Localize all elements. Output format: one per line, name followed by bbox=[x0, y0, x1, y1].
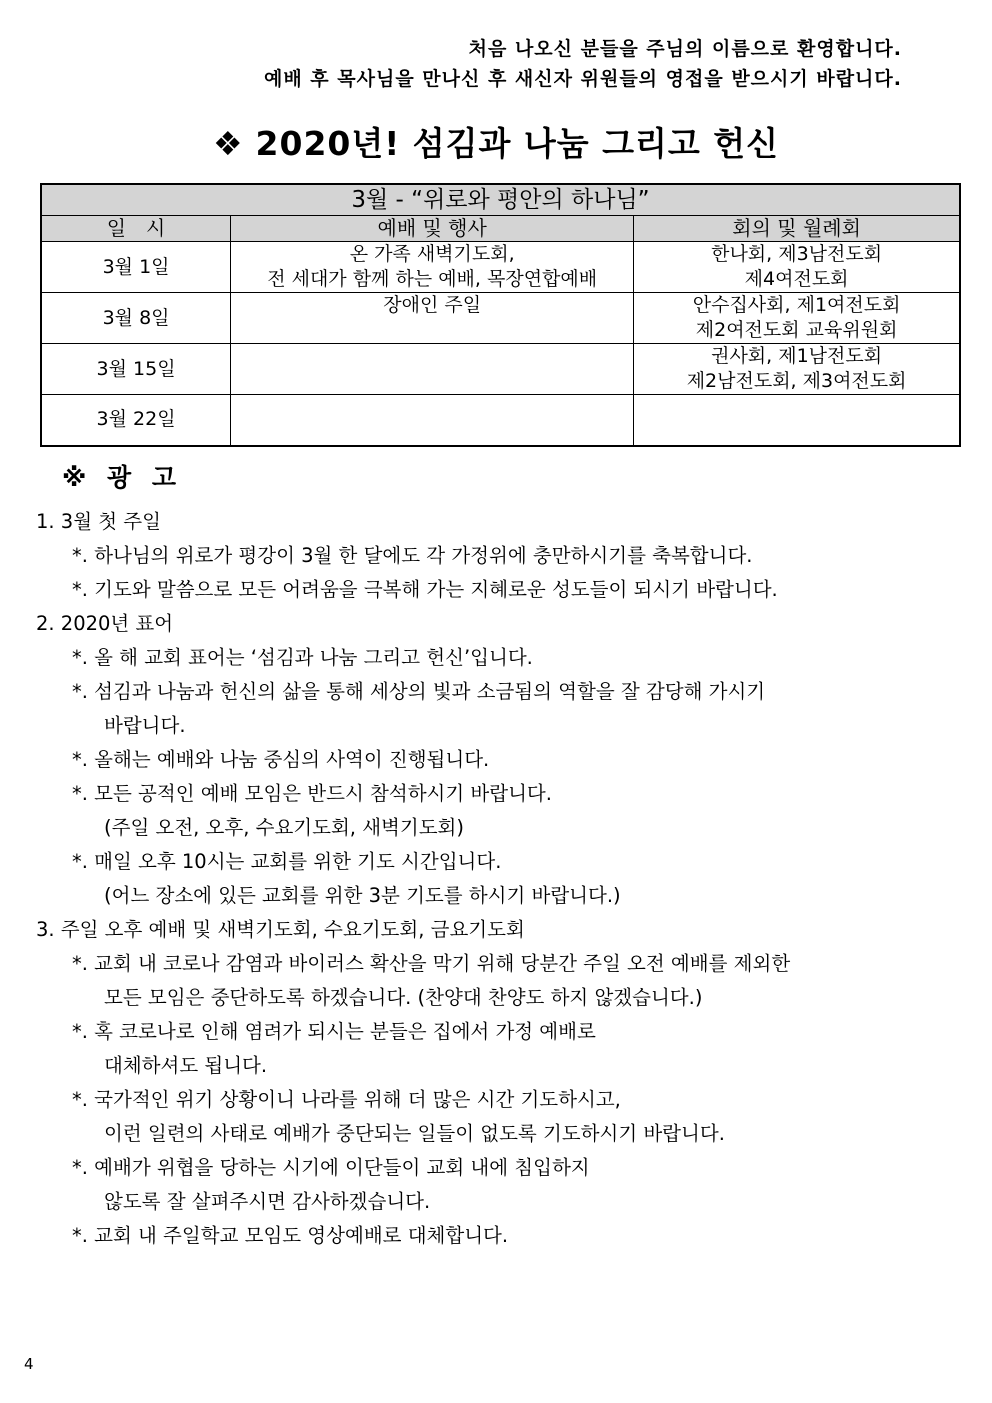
list-item: *. 매일 오후 10시는 교회를 위한 기도 시간입니다. (어느 장소에 있든 교회를 위한 3분 기도를 하시기 바랍니다.) bbox=[72, 850, 621, 907]
list-item: *. 교회 내 주일학교 모임도 영상예배로 대체합니다. bbox=[72, 1224, 509, 1247]
header-events: 예배 및 행사 bbox=[231, 216, 634, 242]
section-heading: 3. 주일 오후 예배 및 새벽기도회, 수요기도회, 금요기도회 bbox=[36, 918, 525, 941]
row-events bbox=[231, 395, 634, 446]
list-item: *. 국가적인 위기 상황이니 나라를 위해 더 많은 시간 기도하시고, 이런 일련의 사태로 예배가 중단되는 일들이 없도록 기도하시기 바랍니다. bbox=[72, 1088, 725, 1145]
header-date: 일 시 bbox=[41, 216, 231, 242]
section-heading: 2. 2020년 표어 bbox=[36, 612, 174, 635]
row-meetings bbox=[634, 242, 960, 293]
welcome-line-1: 처음 나오신 분들을 주님의 이름으로 환영합니다. bbox=[468, 38, 902, 60]
meeting-line: 제4여전도회 bbox=[744, 268, 849, 290]
list-item: *. 모든 공적인 예배 모임은 반드시 참석하시기 바랍니다. (주일 오전, 오후, 수요기도회, 새벽기도회) bbox=[72, 782, 552, 839]
section-heading: 1. 3월 첫 주일 bbox=[36, 510, 161, 533]
event-line bbox=[231, 318, 633, 343]
table-row bbox=[41, 395, 960, 446]
row-meetings bbox=[634, 395, 960, 446]
list-item: *. 올 해 교회 표어는 ‘섬김과 나눔 그리고 헌신’입니다. bbox=[72, 646, 533, 669]
list-item: *. 올해는 예배와 나눔 중심의 사역이 진행됩니다. bbox=[72, 748, 490, 771]
event-line: 전 세대가 함께 하는 예배, 목장연합예배 bbox=[267, 268, 598, 290]
table-row bbox=[41, 242, 960, 293]
list-item: *. 하나님의 위로가 평강이 3월 한 달에도 각 가정위에 충만하시기를 축복합니다. bbox=[72, 544, 753, 567]
row-date: 3월 1일 bbox=[41, 242, 231, 293]
welcome-line-2: 예배 후 목사님을 만나신 후 새신자 위원들의 영접을 받으시기 바랍니다. bbox=[263, 68, 902, 90]
event-line: 장애인 주일 bbox=[383, 294, 482, 316]
meeting-line: 제2여전도회 교육위원회 bbox=[695, 319, 898, 341]
page-title-text: 2020년! 섬김과 나눔 그리고 헌신 bbox=[255, 124, 780, 163]
diamond-bullet-icon: ❖ bbox=[212, 124, 244, 163]
schedule-table bbox=[40, 183, 961, 447]
event-line: 온 가족 새벽기도회, bbox=[349, 243, 515, 265]
table-row bbox=[41, 293, 960, 344]
row-events bbox=[231, 344, 634, 395]
row-events bbox=[231, 242, 634, 293]
page-number: 4 bbox=[24, 1355, 34, 1373]
meeting-line: 한나회, 제3남전도회 bbox=[711, 243, 883, 265]
table-row bbox=[41, 344, 960, 395]
header-meetings: 회의 및 월례회 bbox=[634, 216, 960, 242]
schedule-month-title: 3월 - “위로와 평안의 하나님” bbox=[41, 184, 960, 216]
row-meetings bbox=[634, 344, 960, 395]
welcome-message bbox=[264, 34, 902, 94]
announcements-heading: ※ 광 고 bbox=[62, 463, 183, 492]
announcements bbox=[36, 505, 966, 1253]
list-item: *. 기도와 말씀으로 모든 어려움을 극복해 가는 지혜로운 성도들이 되시기 바랍니다. bbox=[72, 578, 778, 601]
row-date: 3월 15일 bbox=[41, 344, 231, 395]
page-title bbox=[0, 118, 992, 165]
list-item: *. 섬김과 나눔과 헌신의 삶을 통해 세상의 빛과 소금됨의 역할을 잘 감당해 가시기 바랍니다. bbox=[72, 680, 766, 737]
list-item: *. 혹 코로나로 인해 염려가 되시는 분들은 집에서 가정 예배로 대체하셔도 됩니다. bbox=[72, 1020, 596, 1077]
meeting-line: 권사회, 제1남전도회 bbox=[711, 345, 883, 367]
meeting-line: 안수집사회, 제1여전도회 bbox=[692, 294, 901, 316]
row-date: 3월 22일 bbox=[41, 395, 231, 446]
meeting-line: 제2남전도회, 제3여전도회 bbox=[686, 370, 907, 392]
row-meetings bbox=[634, 293, 960, 344]
row-events bbox=[231, 293, 634, 344]
list-item: *. 예배가 위협을 당하는 시기에 이단들이 교회 내에 침입하지 않도록 잘 살펴주시면 감사하겠습니다. bbox=[72, 1156, 590, 1213]
row-date: 3월 8일 bbox=[41, 293, 231, 344]
list-item: *. 교회 내 코로나 감염과 바이러스 확산을 막기 위해 당분간 주일 오전 예배를 제외한 모든 모임은 중단하도록 하겠습니다. (찬양대 찬양도 하지 않겠습니다.) bbox=[72, 952, 791, 1009]
